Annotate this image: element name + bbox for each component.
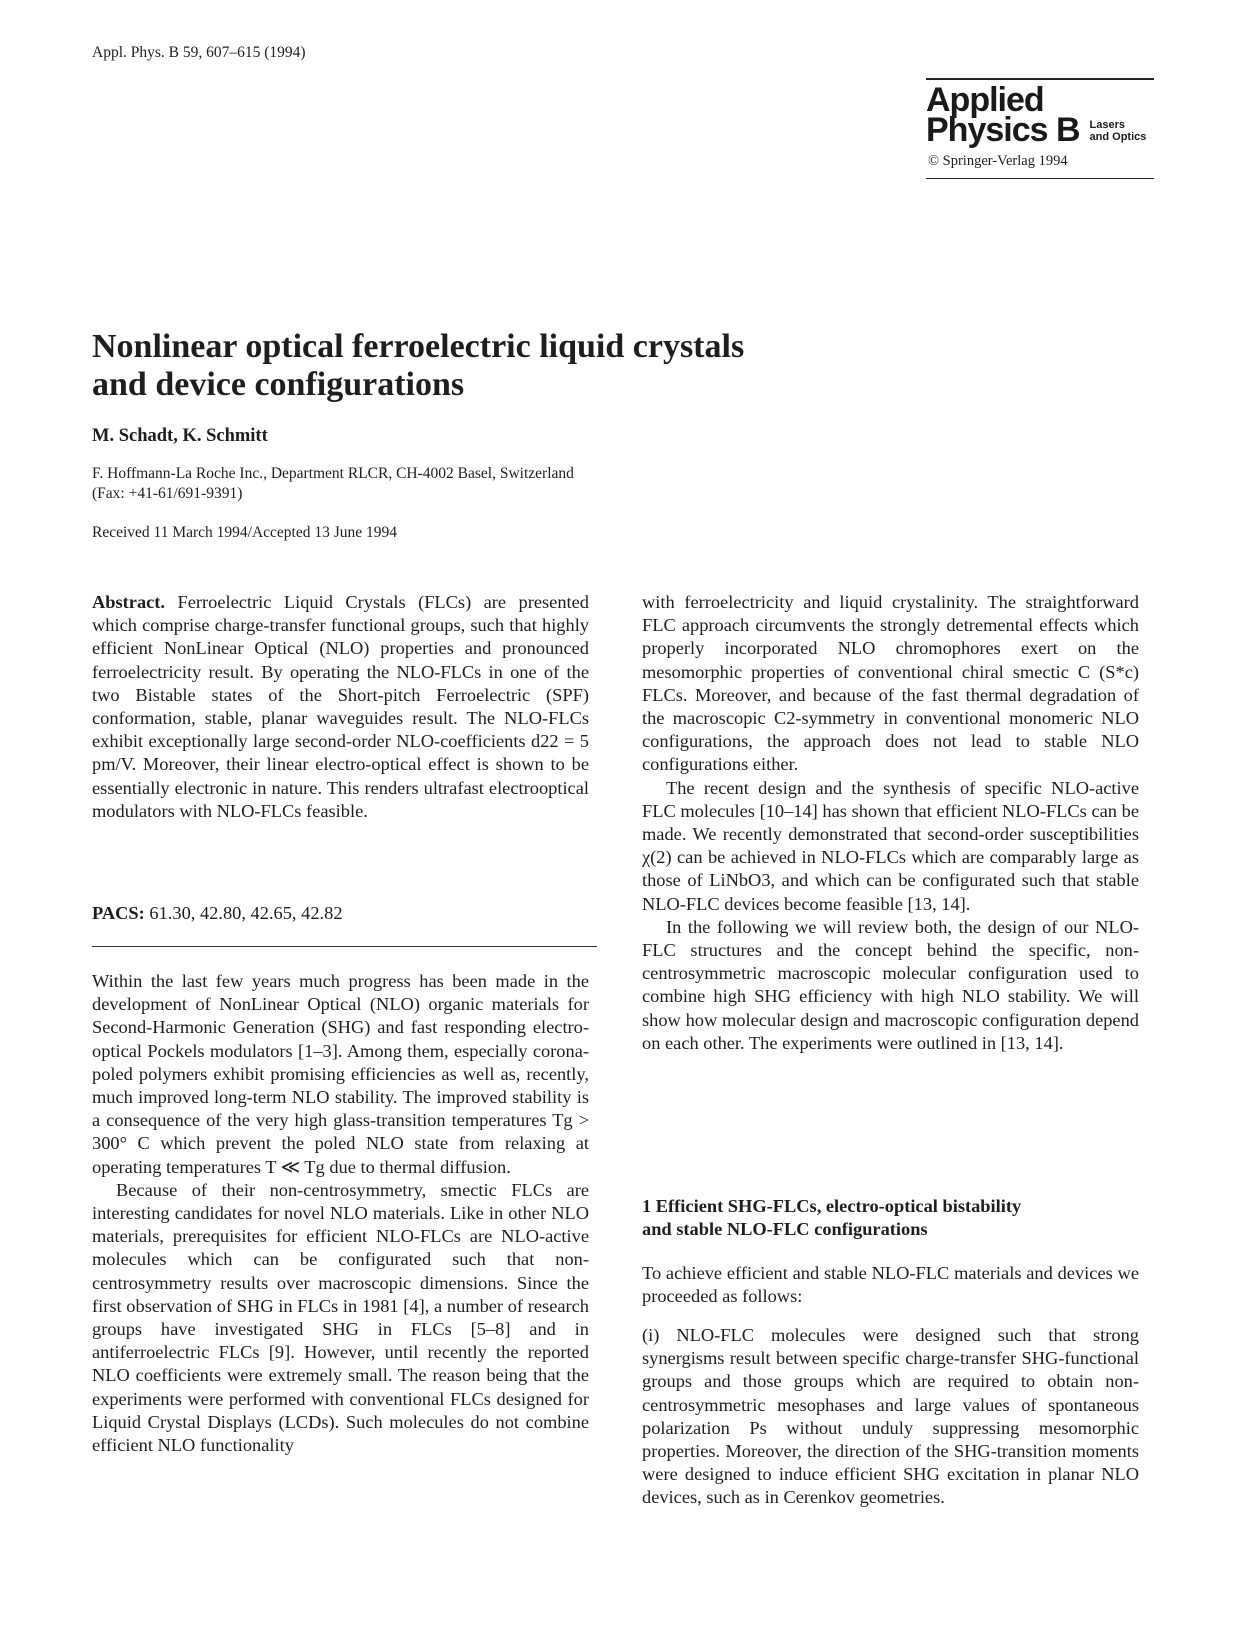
title-line-2: and device configurations xyxy=(92,366,465,403)
journal-citation: Appl. Phys. B 59, 607–615 (1994) xyxy=(92,44,306,61)
affiliation-line-2: (Fax: +41-61/691-9391) xyxy=(92,485,243,502)
received-date: Received 11 March 1994/Accepted 13 June 1994 xyxy=(92,524,398,541)
introduction xyxy=(92,970,589,1457)
journal-logo-line1: Applied xyxy=(926,80,1044,119)
section-heading xyxy=(642,1195,1139,1241)
section-divider xyxy=(92,946,597,947)
right-paragraph-2: The recent design and the synthesis of specific NLO-active FLC molecules [10–14] has shown that efficient NLO-FLCs can be made. We recently demonstrated that second-order susceptibilities χ(2) can be achieved in NLO-FLCs which are comparably large as those of LiNbO3, and which can be configurated such that stable NLO-FLC devices become feasible [13, 14]. xyxy=(642,777,1139,914)
journal-logo xyxy=(926,80,1154,149)
journal-sub-line1: Lasers xyxy=(1089,118,1126,131)
right-paragraph-1: with ferroelectricity and liquid crystalinity. The straightforward FLC approach circumvents the strongly detremental effects which properly incorporated NLO chromophores exert on the mesomorphic properties of conventional chiral smectic C (S*c) FLCs. Moreover, and because of the fast thermal degradation of the macroscopic C2-symmetry in conventional monomeric NLO configurations, the approach does not lead to stable NLO configurations either. xyxy=(642,592,1139,775)
journal-logo-line2: Physics B xyxy=(926,110,1080,149)
right-column-text xyxy=(642,591,1139,1055)
authors: M. Schadt, K. Schmitt xyxy=(92,426,268,446)
affiliation xyxy=(92,464,574,504)
right-paragraph-3: In the following we will review both, the design of our NLO-FLC structures and the concept behind the specific, non-centrosymmetric macroscopic molecular configuration used to combine high SHG efficiency with high NLO stability. We will show how molecular design and macroscopic configuration depend on each other. The experiments were outlined in [13, 14]. xyxy=(642,916,1139,1053)
section-paragraph-2: (i) NLO-FLC molecules were designed such that strong synergisms result between specific charge-transfer SHG-functional groups and those groups which are required to obtain non-centrosymmetric mesophases and large values of spontaneous polarization Ps without unduly suppressing mesomorphic properties. Moreover, the direction of the SHG-transition moments were designed to induce efficient SHG excitation in planar NLO devices, such as in Cerenkov geometries. xyxy=(642,1325,1139,1508)
masthead-top-rule xyxy=(926,78,1154,80)
masthead-bottom-rule xyxy=(926,178,1154,180)
section-heading-line-2: and stable NLO-FLC configurations xyxy=(642,1219,928,1239)
intro-paragraph-2: Because of their non-centrosymmetry, smectic FLCs are interesting candidates for novel NLO materials. Like in other NLO materials, prerequisites for efficient NLO-FLCs are NLO-active molecules which can be configurated such that non-centrosymmetry results over macroscopic dimensions. Since the first observation of SHG in FLCs in 1981 [4], a number of research groups have investigated SHG in FLCs [5–8] and in antiferroelectric FLCs [9]. However, until recently the reported NLO coefficients were extremely small. The reason being that the experiments were performed with conventional FLCs designed for Liquid Crystal Displays (LCDs). Such molecules do not combine efficient NLO functionality xyxy=(92,1179,589,1456)
article-title xyxy=(92,328,852,404)
section-heading-line-1: 1 Efficient SHG-FLCs, electro-optical bistability xyxy=(642,1196,1022,1216)
pacs xyxy=(92,902,589,925)
abstract xyxy=(92,591,589,823)
intro-paragraph-1: Within the last few years much progress has been made in the development of NonLinear Optical (NLO) organic materials for Second-Harmonic Generation (SHG) and fast responding electro-optical Pockels modulators [1–3]. Among them, especially corona-poled polymers exhibit promising efficiencies as well as, recently, much improved long-term NLO stability. The improved stability is a consequence of the very high glass-transition temperatures Tg > 300° C which prevent the poled NLO state from relaxing at operating temperatures T ≪ Tg due to thermal diffusion. xyxy=(92,971,589,1177)
journal-sub-line2: and Optics xyxy=(1089,130,1147,143)
abstract-label: Abstract. xyxy=(92,592,166,612)
journal-masthead xyxy=(926,78,1154,179)
section-intro xyxy=(642,1262,1139,1308)
pacs-label: PACS: xyxy=(92,903,145,923)
affiliation-line-1: F. Hoffmann-La Roche Inc., Department RLCR, CH-4002 Basel, Switzerland xyxy=(92,465,574,482)
pacs-codes: 61.30, 42.80, 42.65, 42.82 xyxy=(149,903,343,923)
copyright: © Springer-Verlag 1994 xyxy=(928,152,1068,169)
section-list-item xyxy=(642,1324,1139,1510)
section-paragraph-1: To achieve efficient and stable NLO-FLC materials and devices we proceeded as follows: xyxy=(642,1263,1139,1307)
title-line-1: Nonlinear optical ferroelectric liquid crystals xyxy=(92,328,745,365)
abstract-text: Ferroelectric Liquid Crystals (FLCs) are presented which comprise charge-transfer functional groups, such that highly efficient NonLinear Optical (NLO) properties and pronounced ferroelectricity result. By operating the NLO-FLCs in one of the two Bistable states of the Short-pitch Ferroelectric (SPF) conformation, stable, planar waveguides result. The NLO-FLCs exhibit exceptionally large second-order NLO-coefficients d22 = 5 pm/V. Moreover, their linear electro-optical effect is shown to be essentially electronic in nature. This renders ultrafast electrooptical modulators with NLO-FLCs feasible. xyxy=(92,592,589,821)
